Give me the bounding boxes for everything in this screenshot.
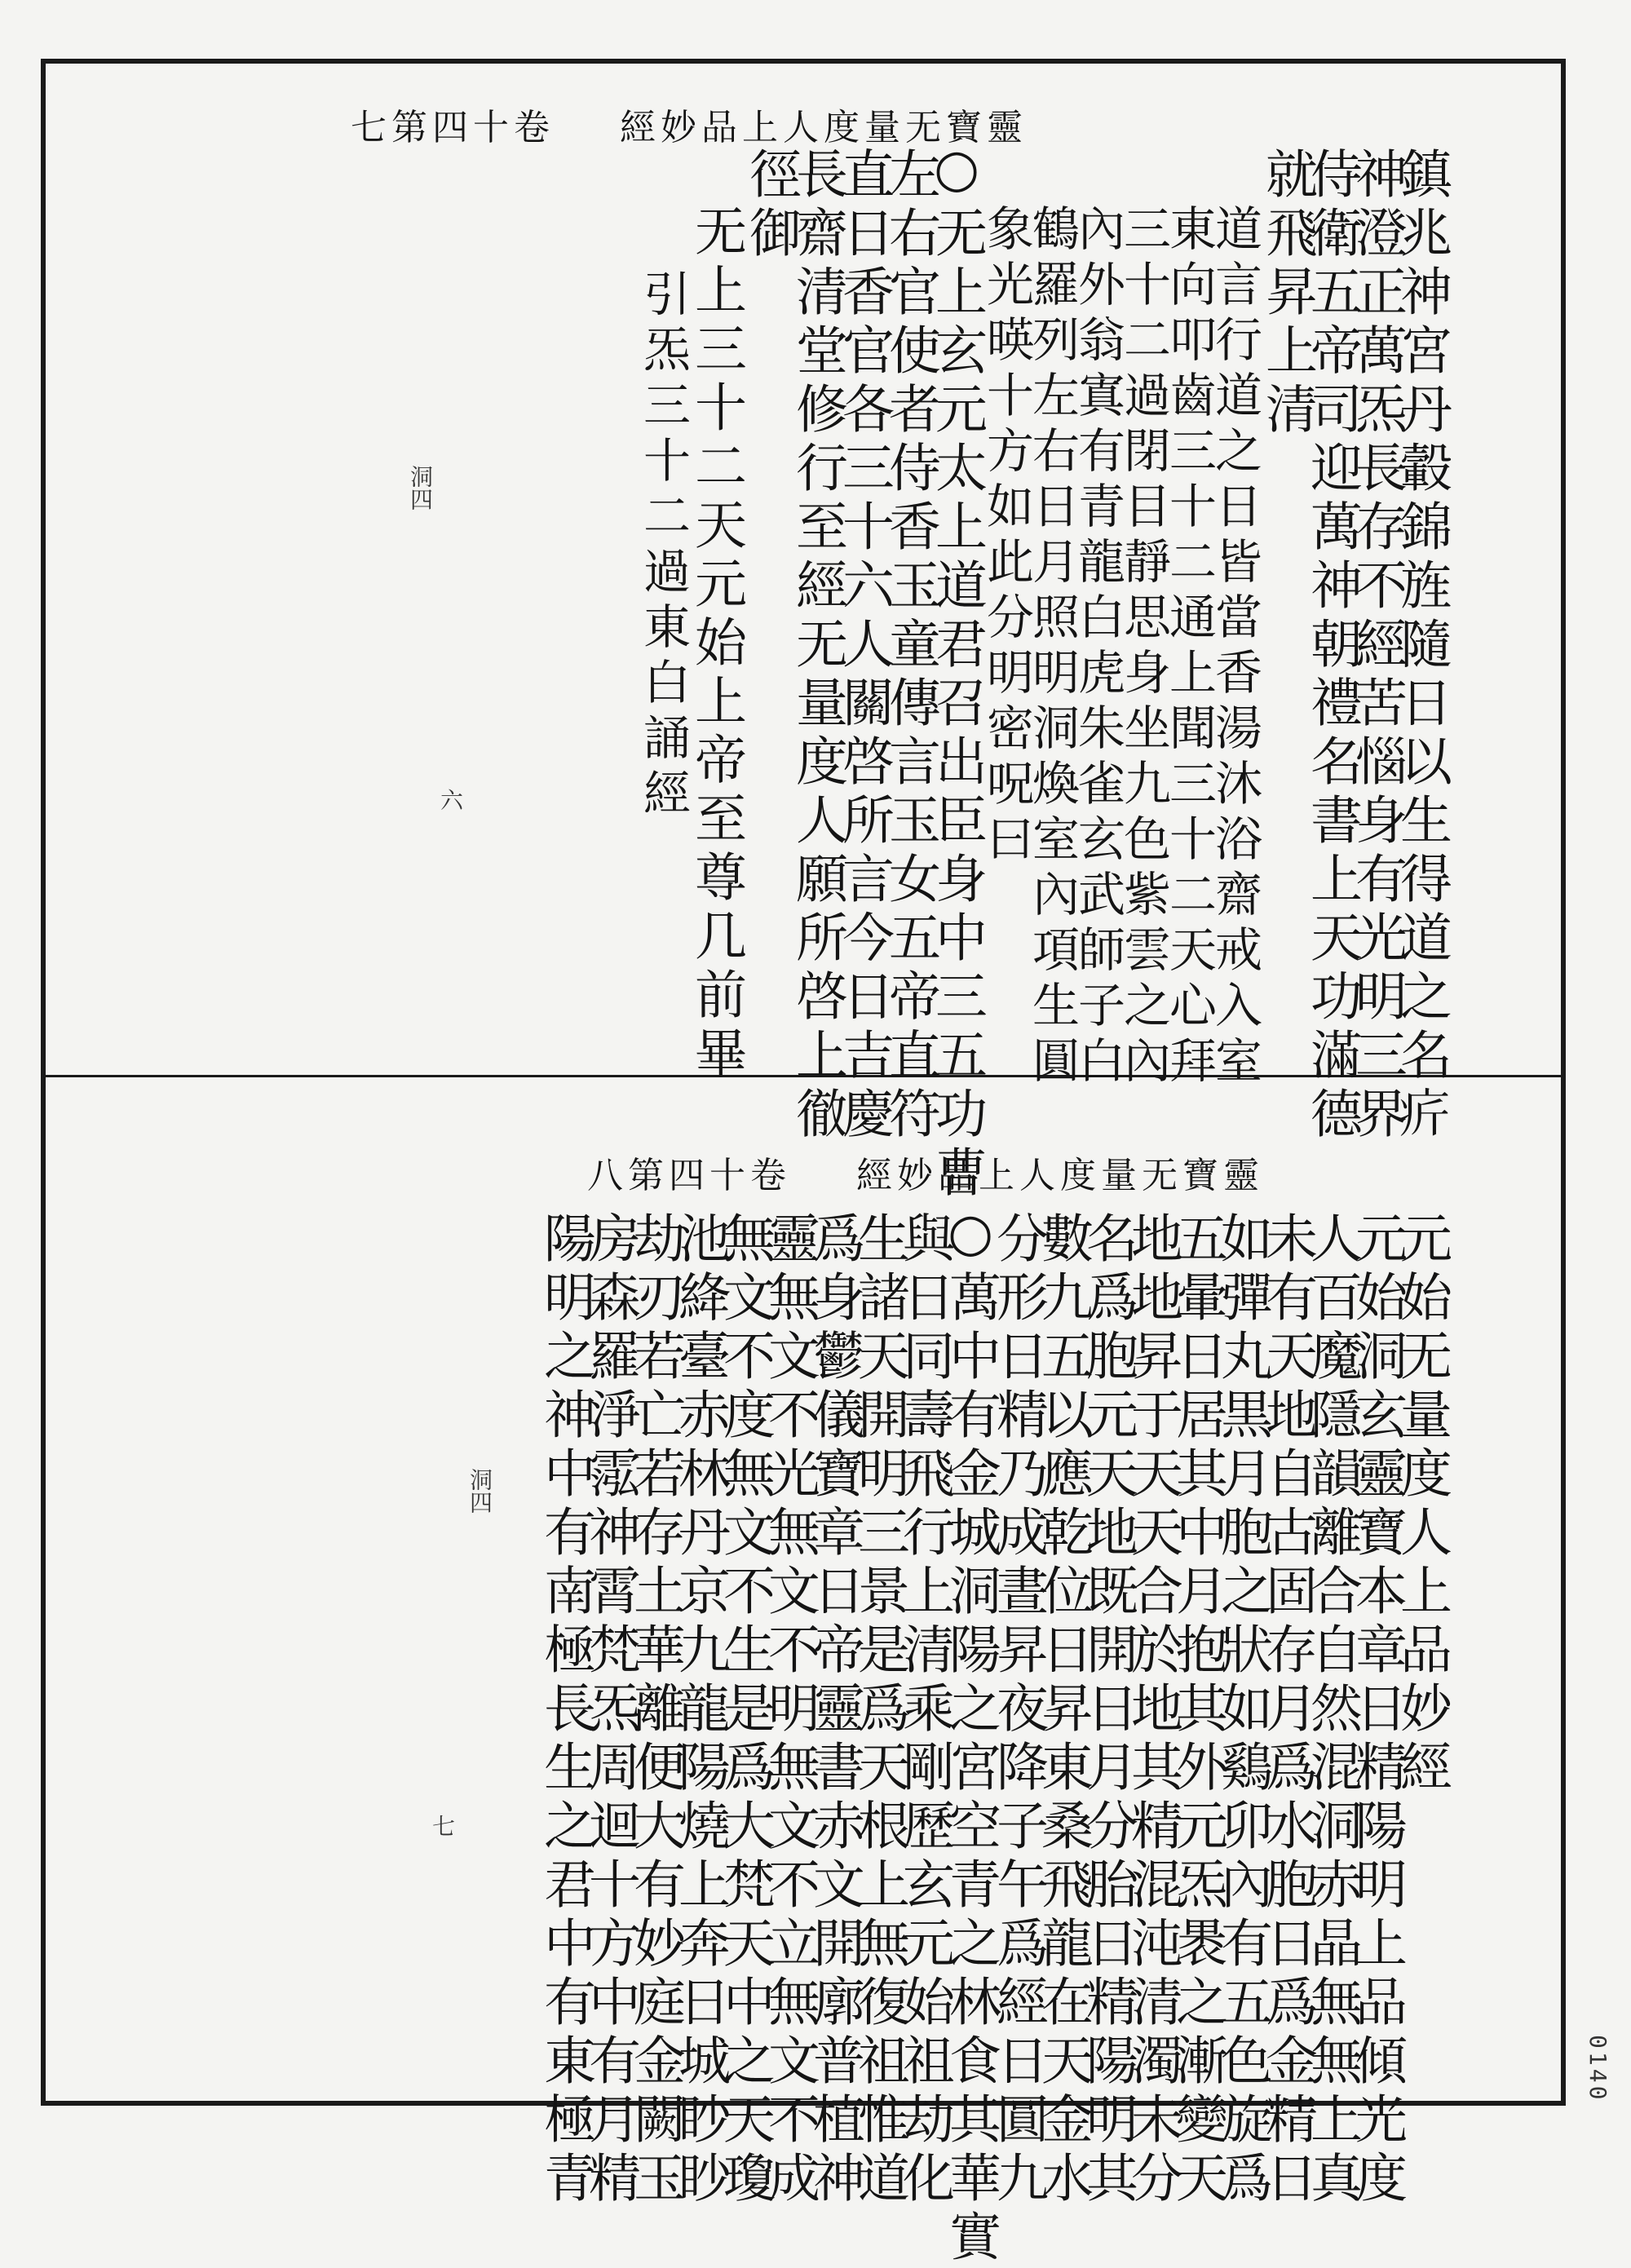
top-header-title: 經妙品上人度量无寶靈 (620, 107, 1028, 148)
bottom-header-title: 經妙品上人度量无寶靈 (856, 1155, 1264, 1196)
bottom-column-8: 名爲胞元天地既開日月分胎日精陽明其 (1077, 1211, 1138, 2209)
bottom-column-5: 如彈丸黒月胞之狀如鷄卯內有五色旋爲 (1212, 1211, 1272, 2209)
top-column-10: 象光暎十方如此分明密呪曰 (979, 204, 1034, 869)
top-column-17: 引炁三十二過東白誦經 (635, 269, 691, 824)
top-column-16: 无上三十二天元始上帝至尊几前畢 (686, 204, 746, 1085)
top-column-11: ○无上玄元太上道君召出臣身中三五功曹 (926, 139, 987, 1204)
page-number: 0140 (1585, 2034, 1611, 2102)
top-column-9: 鶴羅列左右日月照明洞煥室內項生圓 (1024, 204, 1080, 1091)
bottom-column-18: 劫刃若亡若存土華離便大有妙庭金闕玉 (625, 1211, 685, 2209)
top-column-15: 徑御 (740, 147, 801, 264)
bottom-column-4: 未有天地自古固存月爲水胞日爲金精日 (1257, 1211, 1317, 2209)
top-column-12: 左右官使者侍香玉童傳言玉女五帝直符 (880, 147, 940, 1145)
top-column-3: 侍衛五帝司迎萬神朝禮名書上天功滿德 (1302, 147, 1362, 1145)
bottom-column-6: 五暈日居其中月抱其外元炁褁之漸變天 (1167, 1211, 1227, 2209)
bottom-column-13: 生諸天開明三景是爲天根上無復祖惟道 (849, 1211, 909, 2209)
top-column-4: 就飛昇上清 (1257, 147, 1317, 440)
bottom-column-19: 房森羅淨霐神霄梵炁周迴十方中有月精 (580, 1211, 640, 2209)
bottom-column-7: 地地昇于天天合於地其精混沌清濁未分 (1122, 1211, 1182, 2209)
bottom-column-11: ○萬中有金城洞陽之宮空青之林食其華實 (940, 1203, 1001, 2268)
top-column-13: 直日香官各三十六人關啓所言今日吉慶 (833, 147, 894, 1145)
top-margin-marker-1: 洞四 (407, 465, 434, 511)
bottom-column-2: 元始洞玄靈寶本章日精陽明上品傾光度 (1346, 1211, 1407, 2209)
top-margin-marker-2: 六 (440, 787, 464, 814)
top-column-5: 道言行道之日皆當香湯沐浴齋戒入室 (1207, 204, 1262, 1091)
bottom-header-volume: 八第四十卷 (587, 1155, 791, 1196)
top-column-14: 長齋清堂修行至經无量度人願所啓上徹 (787, 147, 847, 1145)
bottom-column-16: 無文不度無文不生是爲大梵天中之天瓊 (714, 1211, 775, 2209)
bottom-column-1: 元始无量度人上品妙經 (1391, 1211, 1452, 1798)
top-column-7: 三十二過閉目靜思身坐九色紫雲之內 (1116, 204, 1171, 1091)
bottom-column-12: 與日同壽飛行上清乘剛歷玄元始祖劫化 (894, 1211, 954, 2209)
bottom-column-20: 陽明之神中有南極長生之君中有東極青 (535, 1211, 595, 2209)
bottom-margin-marker-1: 洞四 (466, 1468, 493, 1514)
top-column-2: 神澄正萬炁長存不經苦惱身有光明三界 (1346, 147, 1407, 1145)
bottom-margin-marker-2: 七 (432, 1813, 456, 1840)
top-header-volume: 七第四十卷 (351, 107, 555, 148)
top-column-1: 鎮兆神宮丹轂錦旌隨日以生得道之名𤴾 (1391, 147, 1452, 1145)
top-column-6: 東向叩齒三十二通上聞三十二天心拜 (1161, 204, 1217, 1091)
bottom-column-15: 靈無文不光無文不明無文不立無文不成 (759, 1211, 820, 2209)
top-column-8: 內外翁寘有青龍白虎朱雀玄武師子白 (1070, 204, 1125, 1091)
bottom-column-3: 人百魔隱韻離合自然混洞赤晶無無上真 (1302, 1211, 1362, 2209)
bottom-column-17: 池絳臺赤林丹京九龍陽燒上奔日城眇眇 (670, 1211, 730, 2209)
bottom-column-9: 數九五以應乾位日昇東桑飛龍在天金水 (1032, 1211, 1093, 2209)
bottom-running-header (587, 1146, 1264, 1198)
bottom-column-14: 爲身鬱儀寶章日帝靈書赤文開廓普植神 (804, 1211, 864, 2209)
bottom-column-10: 分形日精乃成晝昇夜降子午爲經日圓九 (988, 1211, 1048, 2209)
